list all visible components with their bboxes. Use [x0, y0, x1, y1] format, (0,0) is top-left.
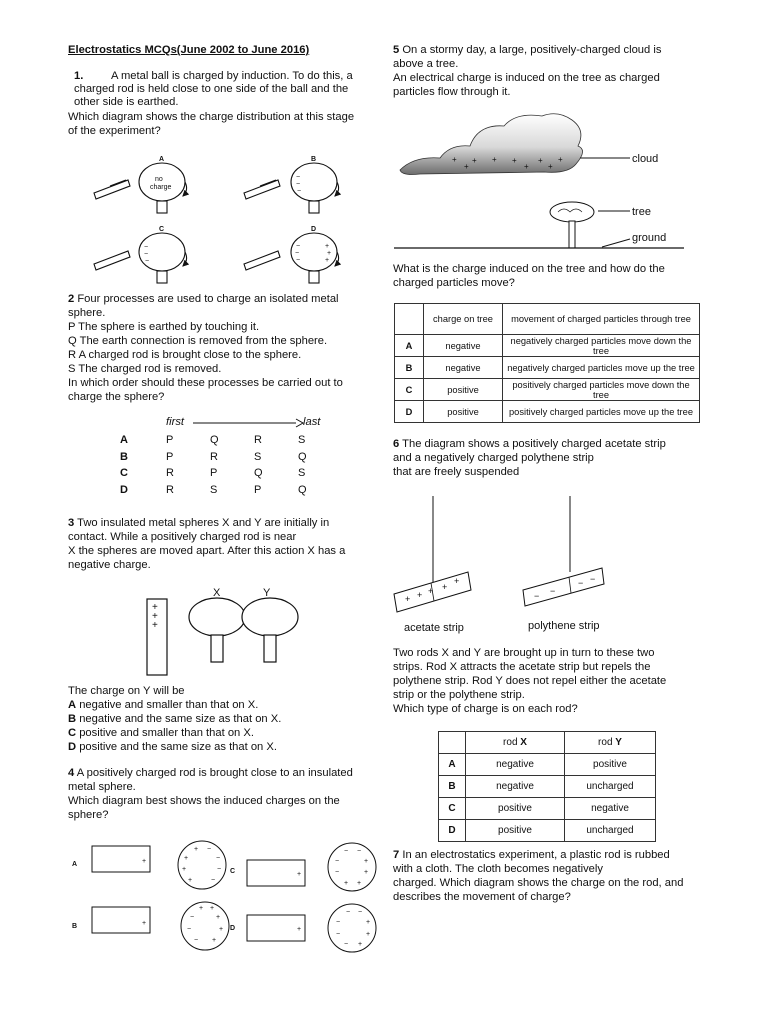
- q3-number: 3: [68, 517, 75, 529]
- q5-line: An electrical charge is induced on the tree as charged: [393, 72, 660, 84]
- svg-text:−: −: [344, 848, 349, 855]
- svg-text:+: +: [199, 905, 204, 912]
- svg-text:+: +: [344, 880, 349, 887]
- svg-text:−: −: [578, 578, 584, 588]
- q1-line: other side is earthed.: [74, 96, 179, 108]
- q2-option-step: S: [298, 467, 306, 480]
- svg-text:−: −: [216, 855, 221, 862]
- svg-text:−: −: [336, 931, 341, 938]
- q2-option-row: [120, 449, 342, 466]
- q6-option-key: A: [439, 754, 466, 776]
- q6-head-x: X: [520, 737, 527, 748]
- q4-label-b: B: [72, 923, 78, 930]
- tree-crown: [550, 202, 594, 222]
- q7-number: 7: [393, 849, 400, 861]
- q2-option-step: S: [210, 483, 218, 496]
- q3-sphere-x-label: X: [213, 587, 221, 599]
- svg-text:+: +: [492, 155, 497, 164]
- q2-number: 2: [68, 293, 75, 305]
- q6-option-row: [439, 798, 656, 820]
- q6-head-y: Y: [615, 737, 622, 748]
- q3-opt-key: D: [68, 741, 77, 753]
- svg-text:−: −: [145, 258, 150, 265]
- q2-option-step: S: [298, 434, 306, 447]
- svg-text:+: +: [325, 243, 330, 250]
- q6-line2: Two rods X and Y are brought up in turn to these two: [393, 647, 655, 659]
- q1-line: A metal ball is charged by induction. To do this, a: [111, 70, 353, 82]
- q6-option-key: B: [439, 776, 466, 798]
- q5-option-movement: negatively charged particles move up the tree: [503, 357, 700, 379]
- q3-diagram: [140, 586, 300, 678]
- q2-line: sphere.: [68, 307, 106, 319]
- q2-first-label: first: [166, 416, 185, 428]
- q5-option-row: [395, 357, 700, 379]
- q5-option-key: D: [395, 401, 424, 423]
- q6-option-key: D: [439, 820, 466, 842]
- svg-text:−: −: [344, 941, 349, 948]
- q6-option-row: [439, 820, 656, 842]
- q4-line: sphere?: [68, 809, 109, 821]
- svg-text:+: +: [405, 594, 411, 604]
- svg-text:+: +: [184, 855, 189, 862]
- acetate-label: acetate strip: [404, 622, 464, 634]
- svg-text:+: +: [358, 941, 363, 948]
- svg-text:−: −: [346, 909, 351, 916]
- svg-text:+: +: [512, 156, 517, 165]
- polythene-label: polythene strip: [528, 620, 600, 632]
- q4-diagrams: [64, 836, 384, 954]
- svg-text:+: +: [297, 871, 302, 878]
- q1-diagrams: [88, 152, 358, 284]
- svg-text:−: −: [187, 926, 192, 933]
- q6-line: and a negatively charged polythene strip: [393, 452, 594, 464]
- q3-sphere-y-label: Y: [263, 587, 271, 599]
- svg-text:−: −: [295, 250, 300, 257]
- tree-label: tree: [632, 206, 651, 218]
- q6-line: that are freely suspended: [393, 466, 520, 478]
- svg-text:−: −: [296, 181, 301, 188]
- svg-text:−: −: [335, 869, 340, 876]
- svg-text:−: −: [550, 586, 556, 596]
- svg-text:−: −: [297, 188, 302, 195]
- q6-option-rod-y: uncharged: [565, 820, 656, 842]
- q2-options-table: [120, 432, 342, 498]
- q3-opt-key: C: [68, 727, 77, 739]
- svg-text:−: −: [207, 846, 212, 853]
- q4-label-c: C: [230, 868, 236, 875]
- q3-line: negative charge.: [68, 559, 151, 571]
- q5-question-line: What is the charge induced on the tree and how do the: [393, 263, 665, 275]
- q3-opt-text: positive and smaller than that on X.: [79, 727, 254, 739]
- q2-line: Q The earth connection is removed from the sphere.: [68, 335, 328, 347]
- q5-diagram: [392, 108, 692, 254]
- q6-option-key: C: [439, 798, 466, 820]
- q5-option-key: B: [395, 357, 424, 379]
- q2-option-key: B: [120, 450, 128, 463]
- q6-line2: Which type of charge is on each rod?: [393, 703, 578, 715]
- q5-option-row: [395, 379, 700, 401]
- q5-line: On a stormy day, a large, positively-charged cloud is: [402, 44, 662, 56]
- q2-option-step: Q: [210, 434, 219, 447]
- svg-text:−: −: [358, 909, 363, 916]
- q2-option-step: R: [166, 467, 174, 480]
- cloud-label: cloud: [632, 153, 659, 165]
- q2-option-step: P: [210, 467, 218, 480]
- q1-line: charged rod is held close to one side of the ball and the: [74, 83, 349, 95]
- svg-text:−: −: [296, 243, 301, 250]
- svg-text:+: +: [417, 590, 423, 600]
- q7-line: In an electrostatics experiment, a plastic rod is rubbed: [402, 849, 670, 861]
- svg-text:+: +: [454, 576, 460, 586]
- q1-label-d: D: [311, 226, 317, 233]
- svg-text:+: +: [142, 858, 147, 865]
- q2-order-arrow: [192, 417, 304, 429]
- q3-line: X the spheres are moved apart. After this action X has a: [68, 545, 346, 557]
- q5-option-key: C: [395, 379, 424, 401]
- q6-number: 6: [393, 438, 400, 450]
- svg-text:−: −: [534, 591, 540, 601]
- q2-option-step: P: [254, 483, 262, 496]
- q6-option-rod-x: positive: [466, 798, 565, 820]
- q4-label-a: A: [72, 861, 78, 868]
- q6-option-rod-x: negative: [466, 754, 565, 776]
- q6-option-row: [439, 754, 656, 776]
- q6-option-row: [439, 776, 656, 798]
- svg-text:−: −: [144, 244, 149, 251]
- q6-option-rod-y: negative: [565, 798, 656, 820]
- svg-text:+: +: [366, 919, 371, 926]
- svg-text:+: +: [364, 869, 369, 876]
- q6-line2: strip or the polythene strip.: [393, 689, 525, 701]
- q2-option-key: D: [120, 483, 128, 496]
- q1-no-charge-2: charge: [150, 184, 172, 191]
- svg-text:+: +: [327, 250, 332, 257]
- svg-text:+: +: [325, 257, 330, 264]
- q2-line: Four processes are used to charge an isolated metal: [77, 293, 339, 305]
- q5-option-charge: positive: [424, 401, 503, 423]
- svg-text:+: +: [357, 880, 362, 887]
- q6-head-rod: rod: [503, 737, 518, 748]
- q2-line: charge the sphere?: [68, 391, 165, 403]
- q4-label-d: D: [230, 925, 236, 932]
- q5-option-key: A: [395, 335, 424, 357]
- q7-line: describes the movement of charge?: [393, 891, 571, 903]
- q5-line: above a tree.: [393, 58, 459, 70]
- svg-text:+: +: [194, 846, 199, 853]
- svg-text:+: +: [152, 611, 158, 622]
- q1-no-charge-1: no: [155, 176, 163, 183]
- q2-line: P The sphere is earthed by touching it.: [68, 321, 260, 333]
- q2-option-step: Q: [298, 483, 307, 496]
- q4-number: 4: [68, 767, 75, 779]
- q6-line2: strips. Rod X attracts the acetate strip but repels the: [393, 661, 651, 673]
- q5-question-line: charged particles move?: [393, 277, 515, 289]
- svg-text:−: −: [336, 919, 341, 926]
- svg-text:−: −: [194, 937, 199, 944]
- q3-opt-key: B: [68, 713, 77, 725]
- svg-text:−: −: [357, 848, 362, 855]
- q2-option-step: R: [210, 450, 218, 463]
- svg-text:+: +: [210, 905, 215, 912]
- svg-text:−: −: [190, 914, 195, 921]
- q4-line: Which diagram best shows the induced charges on the: [68, 795, 340, 807]
- q2-option-key: C: [120, 467, 128, 480]
- ground-label: ground: [632, 232, 667, 244]
- q6-head-rod: rod: [598, 737, 613, 748]
- q7-line: charged. Which diagram shows the charge on the rod, and: [393, 877, 684, 889]
- q5-option-movement: positively charged particles move down the tree: [503, 379, 700, 401]
- q3-line: Two insulated metal spheres X and Y are initially in: [77, 517, 330, 529]
- svg-text:+: +: [364, 858, 369, 865]
- q2-option-row: [120, 482, 342, 499]
- q6-options-table: [438, 731, 656, 842]
- svg-text:+: +: [442, 582, 448, 592]
- q6-line: The diagram shows a positively charged acetate strip: [402, 438, 666, 450]
- q6-option-rod-x: positive: [466, 820, 565, 842]
- q5-option-movement: negatively charged particles move down the tree: [503, 335, 700, 357]
- q2-option-step: S: [254, 450, 262, 463]
- q5-option-charge: negative: [424, 335, 503, 357]
- q5-option-movement: positively charged particles move up the tree: [503, 401, 700, 423]
- svg-text:+: +: [558, 155, 563, 164]
- q3-line: contact. While a positively charged rod is near: [68, 531, 297, 543]
- svg-text:+: +: [472, 156, 477, 165]
- q3-opt-text: positive and the same size as that on X.: [79, 741, 277, 753]
- svg-text:−: −: [296, 257, 301, 264]
- svg-text:−: −: [211, 877, 216, 884]
- svg-text:+: +: [548, 162, 553, 171]
- q3-opt-key: A: [68, 699, 77, 711]
- q2-line: S The charged rod is removed.: [68, 363, 222, 375]
- q2-option-row: [120, 465, 342, 482]
- q1-label-a: A: [159, 156, 165, 163]
- svg-text:+: +: [212, 937, 217, 944]
- svg-text:+: +: [216, 914, 221, 921]
- q1-line: of the experiment?: [68, 125, 161, 137]
- q5-option-charge: positive: [424, 379, 503, 401]
- svg-text:−: −: [217, 866, 222, 873]
- q3-opt-text: negative and smaller than that on X.: [79, 699, 259, 711]
- q6-option-rod-x: negative: [466, 776, 565, 798]
- svg-text:−: −: [590, 574, 596, 584]
- q2-option-step: Q: [298, 450, 307, 463]
- cloud-shape: [400, 114, 583, 175]
- svg-text:+: +: [219, 926, 224, 933]
- svg-text:+: +: [297, 926, 302, 933]
- q7-line: with a cloth. The cloth becomes negatively: [393, 863, 603, 875]
- q4-line: A positively charged rod is brought close to an insulated: [76, 767, 353, 779]
- q5-head-charge: charge on tree: [424, 304, 503, 335]
- q5-option-row: [395, 401, 700, 423]
- q2-option-step: P: [166, 434, 174, 447]
- q4-line: metal sphere.: [68, 781, 136, 793]
- svg-text:+: +: [464, 162, 469, 171]
- q6-option-rod-y: uncharged: [565, 776, 656, 798]
- svg-text:+: +: [366, 931, 371, 938]
- svg-text:−: −: [144, 251, 149, 258]
- svg-text:+: +: [152, 620, 158, 631]
- q3-charge-line: The charge on Y will be: [68, 685, 185, 697]
- svg-text:−: −: [335, 858, 340, 865]
- svg-text:+: +: [188, 877, 193, 884]
- q2-option-step: Q: [254, 467, 263, 480]
- svg-text:+: +: [452, 155, 457, 164]
- svg-text:+: +: [524, 162, 529, 171]
- q1-label-b: B: [311, 156, 317, 163]
- q2-option-step: P: [166, 450, 174, 463]
- q1-number: 1.: [74, 70, 84, 82]
- q2-option-row: [120, 432, 342, 449]
- q5-line: particles flow through it.: [393, 86, 511, 98]
- q2-option-step: R: [166, 483, 174, 496]
- q2-last-label: last: [303, 416, 321, 428]
- q2-line: R A charged rod is brought close to the sphere.: [68, 349, 302, 361]
- q2-option-key: A: [120, 434, 128, 447]
- svg-text:+: +: [428, 586, 434, 596]
- svg-text:+: +: [182, 866, 187, 873]
- page-title: Electrostatics MCQs(June 2002 to June 2016): [68, 44, 310, 56]
- q6-diagram: [392, 490, 622, 640]
- q5-number: 5: [393, 44, 400, 56]
- q5-option-charge: negative: [424, 357, 503, 379]
- svg-text:+: +: [142, 920, 147, 927]
- q5-head-movement: movement of charged particles through tree: [503, 304, 700, 335]
- svg-text:−: −: [296, 174, 301, 181]
- q5-option-row: [395, 335, 700, 357]
- svg-text:+: +: [538, 156, 543, 165]
- q3-opt-text: negative and the same size as that on X.: [79, 713, 282, 725]
- q6-line2: polythene strip. Rod Y does not repel either the acetate: [393, 675, 667, 687]
- q2-line: In which order should these processes be carried out to: [68, 377, 343, 389]
- q1-label-c: C: [159, 226, 165, 233]
- q5-options-table: [394, 303, 700, 423]
- q2-option-step: R: [254, 434, 262, 447]
- svg-text:+: +: [152, 602, 158, 613]
- q1-line: Which diagram shows the charge distribution at this stage: [68, 111, 355, 123]
- q6-option-rod-y: positive: [565, 754, 656, 776]
